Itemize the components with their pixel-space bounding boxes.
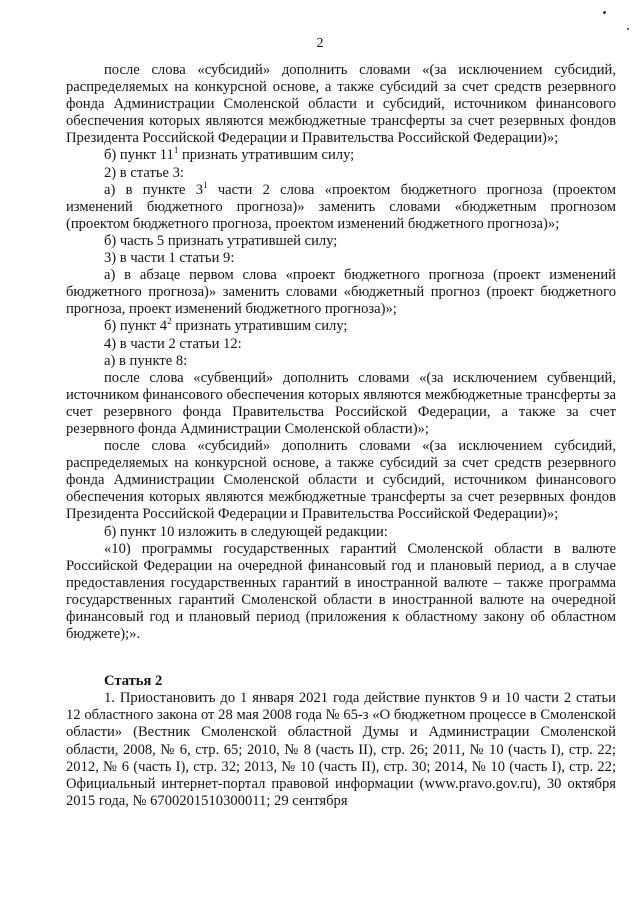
article-heading: Статья 2 bbox=[104, 673, 163, 690]
paragraph: б) часть 5 признать утратившей силу; bbox=[104, 232, 338, 249]
paragraph: после слова «субвенций» дополнить словами «(за исключением субвенций, источником финансового обеспечения которых являются межбюджетные трансферты за счет резервного фонда Правительства Российской Федерации, а также за счет резервного фонда Администрации Смоленской области)»; bbox=[66, 369, 616, 437]
paragraph: а) в абзаце первом слова «проект бюджетного прогноза (проект изменений бюджетного прогноза)» заменить словами «бюджетный прогноз (проект бюджетного прогноза, проект изменений бюджетного прогноза)»; bbox=[66, 267, 616, 318]
paragraph: а) в пункте $3^1$ части 2 слова «проектом бюджетного прогноза (проектом изменений бюджетного прогноза)» заменить словами «бюджетным прогнозом (проектом бюджетного прогноза, проектом изменений бюджетного прогноза)»; bbox=[66, 179, 616, 232]
paragraph: б) пункт $4^2$ признать утратившим силу; bbox=[104, 316, 348, 335]
scan-speck bbox=[627, 28, 629, 30]
paragraph: «10) программы государственных гарантий Смоленской области в валюте Российской Федерации на очередной финансовый год и плановый период, а в случае предоставления государственных гарантий в иностранной валюте – также программа государственных гарантий Смоленской области в иностранной валюте на очередной финансовый год и плановый период (приложения к областному закону об областном бюджете);». bbox=[66, 540, 616, 643]
document-body bbox=[66, 62, 616, 810]
page-number: 2 bbox=[316, 36, 324, 51]
paragraph: после слова «субсидий» дополнить словами «(за исключением субсидий, распределяемых на конкурсной основе, а также субсидий за счет средств резервного фонда Администрации Смоленской области и субсидий, источником финансового обеспечения которых являются межбюджетные трансферты за счет резервных фондов Президента Российской Федерации и Правительства Российской Федерации)»; bbox=[66, 62, 616, 147]
paragraph: б) пункт $11^1$ признать утратившим силу; bbox=[104, 145, 355, 164]
paragraph: 3) в части 1 статьи 9: bbox=[104, 250, 235, 267]
paragraph: 2) в статье 3: bbox=[104, 164, 184, 181]
paragraph: б) пункт 10 изложить в следующей редакции: bbox=[104, 523, 388, 540]
scan-speck bbox=[603, 11, 606, 14]
paragraph: а) в пункте 8: bbox=[104, 352, 188, 369]
paragraph: 4) в части 2 статьи 12: bbox=[104, 335, 242, 352]
paragraph: 1. Приостановить до 1 января 2021 года действие пунктов 9 и 10 части 2 статьи 12 областного закона от 28 мая 2008 года № 65-з «О бюджетном процессе в Смоленской области» (Вестник Смоленской областной Думы и Администрации Смоленской области, 2008, № 6, стр. 65; 2010, № 8 (часть II), стр. 26; 2011, № 10 (часть I), стр. 22; 2012, № 6 (часть I), стр. 32; 2013, № 10 (часть II), стр. 30; 2014, № 10 (часть I), стр. 22; Официальный интернет-портал правовой информации (www.pravo.gov.ru), 30 октября 2015 года, № 6700201510300011; 29 сентября bbox=[66, 690, 616, 809]
paragraph: после слова «субсидий» дополнить словами «(за исключением субсидий, распределяемых на конкурсной основе, а также субсидий за счет средств резервного фонда Администрации Смоленской области и субсидий, источником финансового обеспечения которых являются межбюджетные трансферты за счет резервных фондов Президента Российской Федерации и Правительства Российской Федерации)»; bbox=[66, 438, 616, 523]
